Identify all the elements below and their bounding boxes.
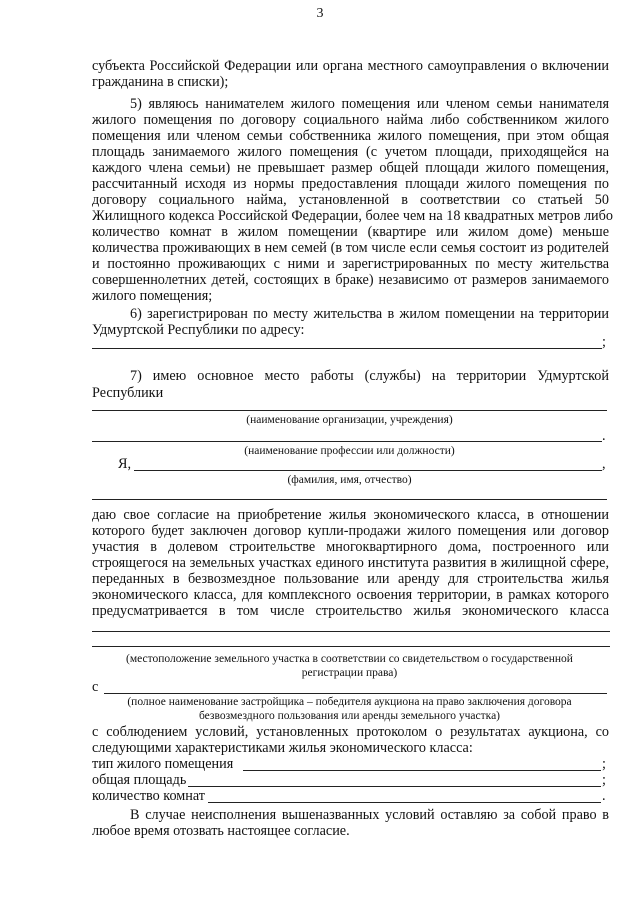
punctuation: . — [602, 428, 606, 444]
caption-developer-2: безвозмездного пользования или аренды земельного участка) — [198, 710, 501, 722]
organization-field[interactable] — [92, 410, 607, 411]
address-field[interactable] — [92, 348, 602, 349]
text-line: Удмуртской Республики по адресу: — [92, 322, 305, 338]
text-line: переданных в безвозмездное пользование или аренду для строительства жилья — [92, 571, 609, 587]
text-line: помещения или членом семьи собственника жилого помещения, при этом общая — [92, 128, 609, 144]
developer-field[interactable] — [104, 693, 607, 694]
with-label: с — [92, 679, 99, 695]
text-line: которого будет заключен договор купли-продажи жилого помещения или договор — [92, 523, 609, 539]
text-line: договору социального найма, установленной в соответствии со статьей 50 — [92, 192, 609, 208]
caption-land-location-2: регистрации права) — [301, 667, 398, 679]
text-line: экономического класса, для комплексного освоения территории, в рамках которого — [92, 587, 609, 603]
text-line: любое время отозвать настоящее согласие. — [92, 823, 350, 839]
text-line: следующими характеристиками жилья экономического класса: — [92, 740, 473, 756]
text-line: количества проживающих в нем семей (в том числе если семья состоит из родителей — [92, 240, 609, 256]
text-line: гражданина в списки); — [92, 74, 229, 90]
punctuation: . — [602, 788, 606, 804]
caption-developer: (полное наименование застройщика – победителя аукциона на право заключения договора — [127, 696, 572, 708]
land-location-field[interactable] — [92, 631, 610, 632]
page-number: 3 — [316, 6, 324, 21]
fullname-field[interactable] — [134, 470, 602, 471]
caption-land-location: (местоположение земельного участка в соответствии со свидетельством о государственной — [126, 653, 573, 665]
text-line: субъекта Российской Федерации или органа местного самоуправления о включении — [92, 58, 609, 74]
text-line: участия в долевом строительстве многоквартирного дома, построенного или — [92, 539, 609, 555]
text-line: и постоянно проживающих с ними и зарегистрированных по месту жительства — [92, 256, 609, 272]
text-line: 6) зарегистрирован по месту жительства в жилом помещении на территории — [130, 306, 609, 322]
punctuation: ; — [602, 334, 606, 350]
text-line: совершеннолетних детей, состоящих в браке) независимо от размеров занимаемого — [92, 272, 609, 288]
text-line: жилого помещения; — [92, 288, 213, 304]
text-line: 5) являюсь нанимателем жилого помещения или членом семьи нанимателя — [130, 96, 609, 112]
land-location-field-2[interactable] — [92, 646, 610, 647]
text-line: предусматривается в том числе строительство жилья экономического класса — [92, 603, 609, 619]
punctuation: ; — [602, 756, 606, 772]
field-label-type: тип жилого помещения — [92, 756, 234, 772]
text-line: В случае неисполнения вышеназванных условий оставляю за собой право в — [130, 807, 609, 823]
field-label-rooms: количество комнат — [92, 788, 205, 804]
housing-type-field[interactable] — [243, 770, 601, 771]
total-area-field[interactable] — [188, 786, 601, 787]
punctuation: , — [602, 456, 606, 472]
text-line: площадь занимаемого жилого помещения (с учетом площади, приходящейся на — [92, 144, 609, 160]
rooms-count-field[interactable] — [208, 802, 601, 803]
caption-organization: (наименование организации, учреждения) — [246, 414, 453, 426]
text-line: жилого помещения по договору социального найма либо собственником жилого — [92, 112, 609, 128]
text-line: Республики — [92, 385, 164, 401]
text-line: рассчитанный исходя из нормы предоставления площади жилого помещения по — [92, 176, 609, 192]
text-line: количество комнат в жилом помещении (квартире или жилом доме) меньше — [92, 224, 609, 240]
text-line: каждого члена семьи) не превышает размер общей площади жилого помещения, — [92, 160, 609, 176]
caption-profession: (наименование профессии или должности) — [244, 445, 455, 457]
punctuation: ; — [602, 772, 606, 788]
text-line: строящегося на земельных участках единого института развития в жилищной сфере, — [92, 555, 609, 571]
text-line: даю свое согласие на приобретение жилья экономического класса, в отношении — [92, 507, 609, 523]
profession-field[interactable] — [92, 441, 602, 442]
text-line: 7) имею основное место работы (службы) на территории Удмуртской — [130, 368, 609, 384]
fullname-field-continued[interactable] — [92, 499, 607, 500]
text-line: с соблюдением условий, установленных протоколом о результатах аукциона, со — [92, 724, 609, 740]
text-line: Жилищного кодекса Российской Федерации, более чем на 18 квадратных метров либо — [92, 208, 613, 224]
field-label-area: общая площадь — [92, 772, 187, 788]
ya-label: Я, — [118, 456, 132, 472]
caption-fullname: (фамилия, имя, отчество) — [287, 474, 412, 486]
